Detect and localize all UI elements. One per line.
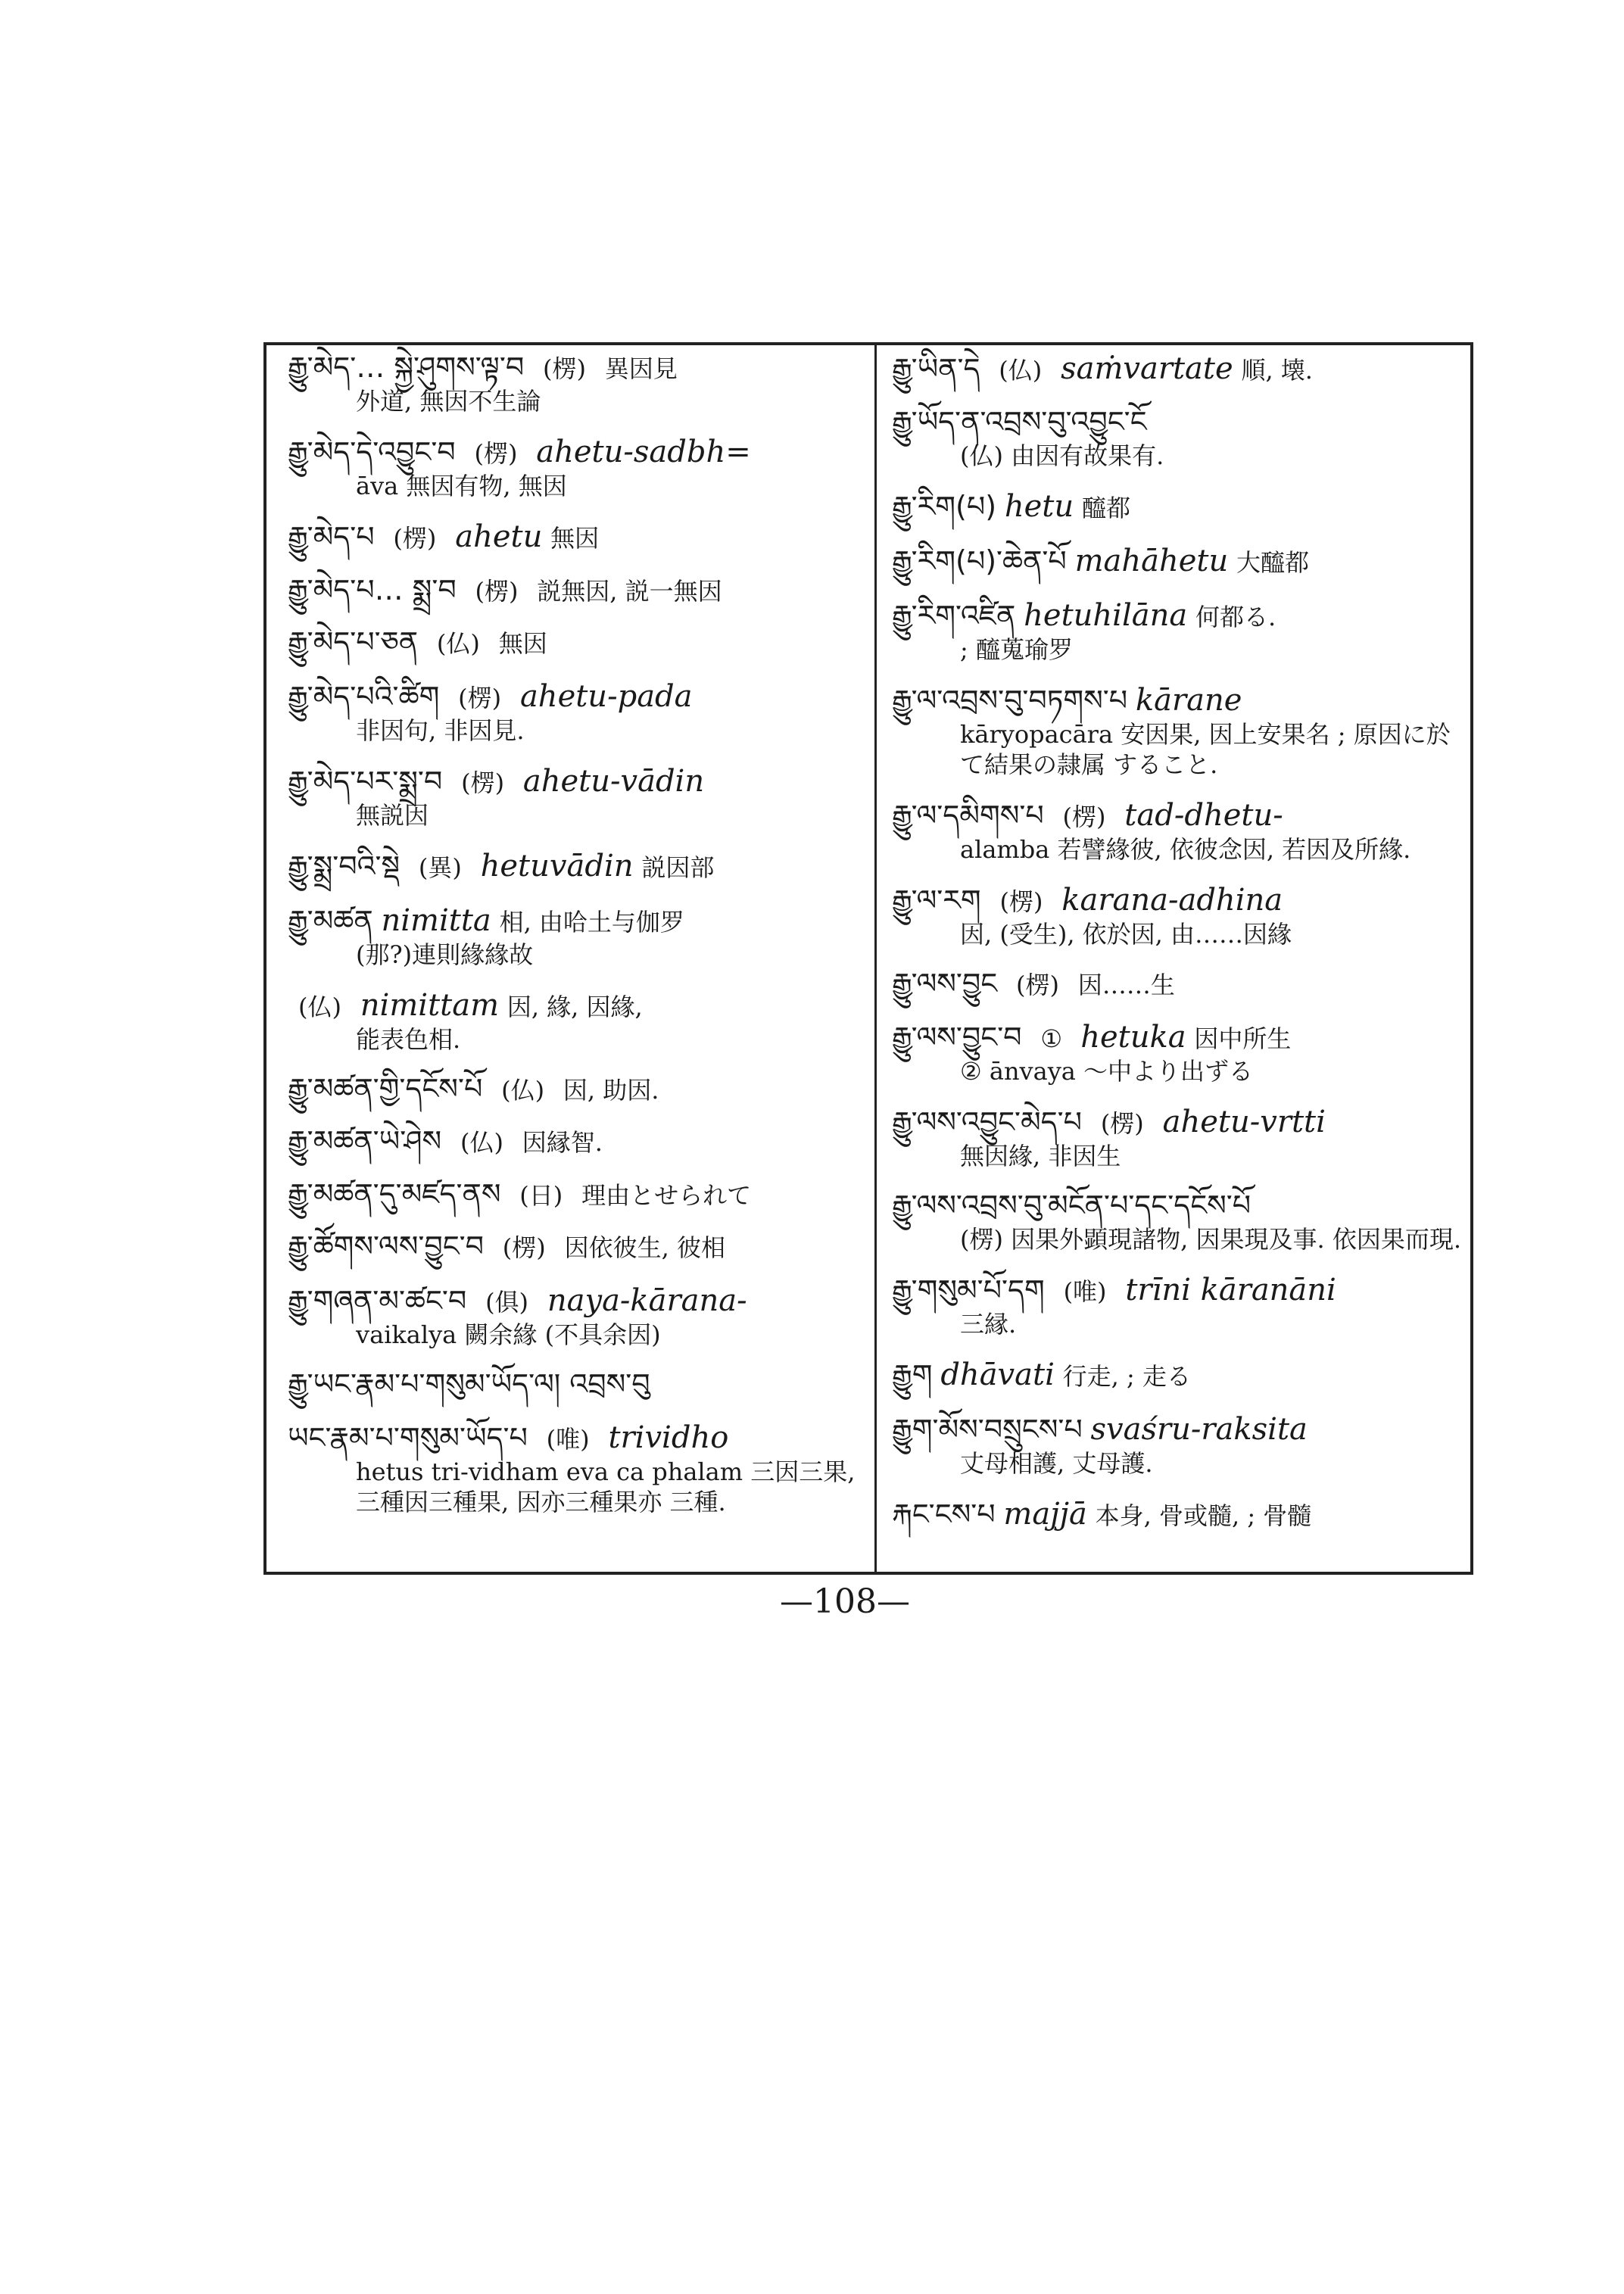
- headword: རྒྱུ་ལས་འབྲས་བུ་མངོན་པ་དང་དངོས་པོ: [892, 1189, 1252, 1222]
- headword: རྒྱུ་ཡོད་ན་འབྲས་བུ་འབྱུང་ངོ: [892, 405, 1147, 438]
- sanskrit-term: svaśru-raksita: [1090, 1411, 1308, 1447]
- sanskrit-term: dhāvati: [940, 1357, 1055, 1392]
- sanskrit-term: majjā: [1003, 1496, 1087, 1532]
- sanskrit-term: ahetu: [455, 519, 543, 554]
- entry-continuation: vaikalya 闕余緣 (不具余因): [356, 1320, 661, 1349]
- source-tag: (楞): [1062, 802, 1106, 831]
- source-tag: (俱): [485, 1287, 529, 1317]
- sanskrit-term: ahetu-sadbh=: [536, 434, 751, 469]
- dictionary-entry: [892, 542, 1467, 580]
- headword: རྒྱུ་ལས་བྱུང་བ: [892, 1021, 1022, 1054]
- headword: རྒྱུ་ལས་འབྱུང་མེད་པ: [892, 1105, 1082, 1139]
- dictionary-entry: [288, 762, 871, 831]
- sanskrit-term: tad-dhetu-: [1124, 797, 1283, 833]
- entry-continuation: 三縁.: [960, 1309, 1017, 1339]
- gloss: 本身, 骨或髓, ; 骨髓: [1095, 1501, 1312, 1530]
- column-divider: [874, 342, 877, 1575]
- gloss: 因依彼生, 彼相: [564, 1233, 725, 1262]
- dictionary-entry: [288, 433, 871, 501]
- sanskrit-term: saṁvartate: [1061, 351, 1233, 386]
- dictionary-entry: [288, 350, 871, 416]
- dictionary-entry: [892, 597, 1467, 665]
- entry-continuation: ; 醯蒐瑜罗: [960, 634, 1073, 664]
- headword: རྒྱུ་མཚན་དུ་མཛད་ནས: [288, 1177, 501, 1211]
- gloss: 無因: [550, 523, 600, 553]
- dictionary-entry: [288, 1229, 871, 1265]
- sanskrit-term: nimitta: [381, 902, 491, 938]
- sanskrit-term: nimittam: [360, 987, 499, 1023]
- dictionary-entry: [288, 1177, 871, 1213]
- headword: རྒྱུ་རིག་འཛིན: [892, 598, 1016, 632]
- gloss: 説無因, 説一無因: [537, 576, 722, 606]
- headword: རྒྱུག: [892, 1357, 933, 1392]
- dictionary-entry: [288, 902, 871, 970]
- entry-continuation: (那?)連則緣緣故: [356, 940, 534, 969]
- source-tag: (仏): [501, 1075, 545, 1105]
- headword: རྒྱུ་རིག(པ): [892, 489, 997, 523]
- source-tag: (楞): [474, 438, 518, 468]
- source-tag: (楞): [393, 523, 437, 553]
- dictionary-entry: [288, 518, 871, 556]
- source-tag: (楞): [1100, 1109, 1144, 1138]
- source-tag: (仏): [436, 629, 480, 658]
- dictionary-entry: [892, 1356, 1467, 1394]
- source-tag: ①: [1040, 1024, 1071, 1053]
- entry-continuation: 非因句, 非因見.: [356, 715, 525, 745]
- dictionary-entry: [892, 488, 1467, 525]
- entry-continuation: 無説因: [356, 800, 429, 830]
- headword: རྒྱུ་མེད་དེ་འབྱུང་བ: [288, 435, 456, 469]
- dictionary-entry: [288, 625, 871, 661]
- dictionary-entry: [892, 881, 1467, 949]
- dictionary-entry: [892, 1103, 1467, 1171]
- dictionary-entry: [288, 1124, 871, 1160]
- sanskrit-term: hetuhilāna: [1024, 597, 1188, 633]
- headword: རྒྱུ་རིག(པ)་ཆེན་པོ: [892, 544, 1067, 578]
- gloss: 無因: [498, 629, 547, 658]
- entry-continuation: 能表色相.: [356, 1024, 461, 1054]
- source-tag: (日): [519, 1180, 563, 1210]
- dictionary-entry: [892, 350, 1467, 388]
- source-tag: (唯): [1063, 1276, 1107, 1306]
- headword: རྒྱུ་སྨྲ་བའི་སྡེ: [288, 849, 401, 883]
- dictionary-entry: [892, 681, 1467, 780]
- sanskrit-term: ahetu-vrtti: [1162, 1105, 1326, 1139]
- gloss: 因縁智.: [522, 1128, 603, 1157]
- sanskrit-term: hetu: [1004, 488, 1074, 524]
- gloss: 因, 緣, 因緣,: [507, 992, 643, 1021]
- dictionary-entry: [288, 1419, 871, 1517]
- source-tag: (楞): [1016, 970, 1059, 999]
- dictionary-entry: [892, 966, 1467, 1002]
- headword: རྒྱུ་མེད་པ… སྨྲ་བ: [288, 572, 457, 606]
- source-tag: (楞): [458, 683, 502, 712]
- source-tag: (仏): [298, 992, 341, 1021]
- sanskrit-term: ahetu-vādin: [522, 763, 705, 799]
- headword: རྒྱུ་ལས་བྱུང: [892, 966, 998, 1000]
- source-tag: (楞): [502, 1233, 546, 1262]
- dictionary-entry: [892, 796, 1467, 865]
- dictionary-entry: [892, 1410, 1467, 1479]
- dictionary-entry: [892, 1018, 1467, 1086]
- entry-continuation: (楞) 因果外顕現諸物, 因果現及事. 依因果而現.: [960, 1224, 1462, 1254]
- headword: རྒྱུ་ལ་རག: [892, 883, 981, 917]
- sanskrit-term: hetuka: [1080, 1020, 1186, 1055]
- headword: རྒྱུ་ཡིན་དེ: [892, 352, 980, 385]
- dictionary-entry: [288, 678, 871, 746]
- headword: རྒྱུ་མཚན: [288, 903, 373, 937]
- source-tag: (仏): [460, 1128, 503, 1157]
- headword: རྒྱུ་མཚན་གྱི་དངོས་པོ: [288, 1071, 483, 1105]
- gloss: 相, 由哈土与伽罗: [499, 907, 684, 937]
- headword: རྒྱུ་མེད་… སྐྱེ་ཤུགས་ལྟ་བ: [288, 351, 525, 384]
- headword: རྒྱུ་ལ་དམིགས་པ: [892, 798, 1044, 832]
- entry-continuation: alamba 若譬緣彼, 依彼念因, 若因及所緣.: [960, 834, 1411, 864]
- gloss: 順, 壊.: [1241, 356, 1313, 385]
- dictionary-entry: [288, 1071, 871, 1108]
- left-column: [288, 350, 871, 1534]
- entry-continuation: 無因緣, 非因生: [960, 1142, 1121, 1170]
- dictionary-entry: [892, 1188, 1467, 1255]
- headword: རྒྱུ་མེད་པའི་ཚིག: [288, 679, 440, 713]
- sanskrit-term: ahetu-pada: [519, 678, 693, 714]
- dictionary-entry: [892, 1495, 1467, 1533]
- headword: རྒྱུ་མེད་པ་ཅན: [288, 625, 419, 659]
- right-column: [892, 350, 1467, 1550]
- headword: རྒྱུ་གཞན་མ་ཚང་བ: [288, 1283, 467, 1317]
- gloss: 何都る.: [1195, 602, 1276, 631]
- gloss: 異因見: [604, 354, 678, 383]
- gloss: 理由とせられて: [581, 1180, 752, 1210]
- entry-continuation: 丈母相護, 丈母護.: [960, 1448, 1153, 1478]
- dictionary-entry: [288, 847, 871, 885]
- dictionary-entry: [288, 572, 871, 609]
- entry-continuation: ② ānvaya 〜中より出ずる: [960, 1057, 1254, 1086]
- source-tag: (唯): [546, 1425, 590, 1454]
- source-tag: (異): [418, 852, 462, 882]
- headword: རྐང་ངས་པ: [892, 1497, 996, 1531]
- entry-continuation: 因, (受生), 依於因, 由……因緣: [960, 919, 1292, 949]
- sanskrit-term: trividho: [608, 1420, 729, 1455]
- headword: རྒྱུ་མེད་པར་སྨྲ་བ: [288, 764, 443, 798]
- sanskrit-term: kārane: [1135, 682, 1242, 718]
- headword: རྒྱུ་མཚན་ཡེ་ཤེས: [288, 1124, 442, 1158]
- dictionary-entry: [288, 986, 871, 1055]
- dictionary-entry: [892, 404, 1467, 471]
- sanskrit-term: trīni kāranāni: [1125, 1272, 1336, 1308]
- entry-continuation: (仏) 由因有故果有.: [960, 441, 1164, 470]
- gloss: 因, 助因.: [563, 1075, 659, 1105]
- headword: རྒྱུ་གསུམ་པོ་དག: [892, 1273, 1045, 1307]
- source-tag: (楞): [543, 354, 587, 383]
- sanskrit-term: karana-adhina: [1061, 882, 1283, 918]
- gloss: 醯都: [1081, 493, 1130, 522]
- entry-continuation: 外道, 無因不生論: [356, 386, 541, 416]
- sanskrit-term: mahāhetu: [1074, 543, 1229, 578]
- headword: རྒྱུ་མེད་པ: [288, 519, 375, 553]
- dictionary-entry: [288, 1282, 871, 1350]
- gloss: 説因部: [641, 852, 715, 882]
- source-tag: (楞): [999, 887, 1043, 916]
- gloss: 因……生: [1077, 970, 1175, 999]
- entry-continuation: kāryopacāra 安因果, 因上安果名 ; 原因に於て結果の隷属 すること.: [960, 719, 1451, 779]
- gloss: 大醯都: [1236, 547, 1310, 577]
- sanskrit-term: naya-kārana-: [547, 1283, 747, 1318]
- source-tag: (楞): [475, 576, 519, 606]
- gloss: 行走, ; 走る: [1062, 1361, 1191, 1391]
- source-tag: (仏): [999, 356, 1043, 385]
- entry-continuation: hetus tri-vidham eva ca phalam 三因三果, 三種因三種果, 因亦三種果亦 三種.: [356, 1457, 856, 1516]
- headword: རྒྱུ་ཚོགས་ལས་བྱུང་བ: [288, 1230, 484, 1263]
- headword: རྒྱུག་མོས་བསྲུངས་པ: [892, 1412, 1083, 1446]
- entry-continuation: āva 無因有物, 無因: [356, 471, 567, 500]
- dictionary-entry: [288, 1367, 871, 1403]
- headword: ཡང་རྣམ་པ་གསུམ་ཡོད་པ: [288, 1421, 528, 1454]
- source-tag: (楞): [461, 768, 505, 797]
- dictionary-entry: [892, 1271, 1467, 1339]
- headword: རྒྱུ་ལ་འབྲས་བུ་བཏགས་པ: [892, 683, 1128, 717]
- gloss: 因中所生: [1194, 1024, 1292, 1053]
- page-number: —108—: [780, 1582, 910, 1621]
- sanskrit-term: hetuvādin: [480, 848, 634, 884]
- headword: རྒྱུ་ཡང་རྣམ་པ་གསུམ་ཡོད་ལ། འབྲས་བུ: [288, 1367, 650, 1401]
